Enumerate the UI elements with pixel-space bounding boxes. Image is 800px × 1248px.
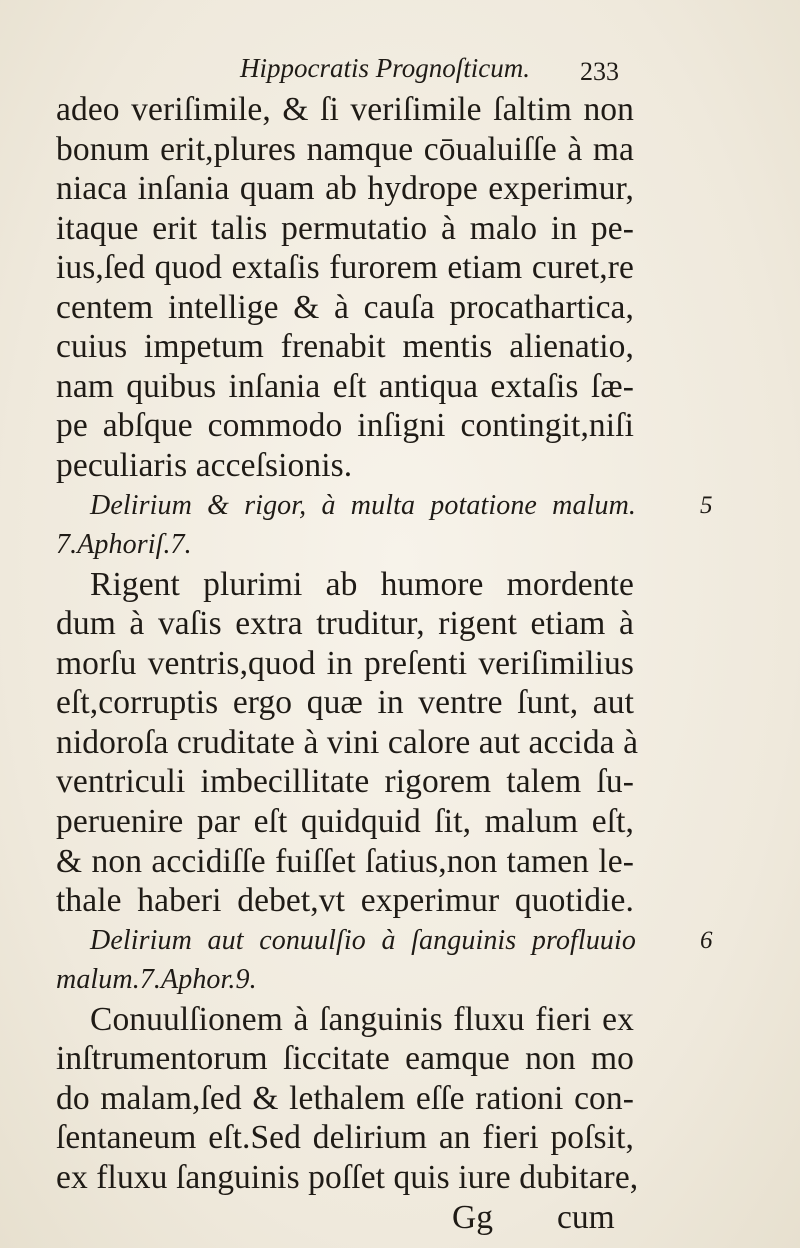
text-line: thale haberi debet,vt experimur quotidie.: [56, 882, 634, 919]
text-line: Conuulſionem à ſanguinis fluxu fieri ex: [90, 1001, 634, 1038]
aphorism-heading: Delirium & rigor, à multa potatione malum.: [90, 490, 636, 521]
text-line: niaca inſania quam ab hydrope experimur,: [56, 170, 634, 207]
text-line: inſtrumentorum ſiccitate eamque non mo: [56, 1040, 634, 1077]
text-line: centem intellige & à cauſa procathartica,: [56, 289, 634, 326]
text-line: bonum erit,plures namque cōualuiſſe à ma: [56, 131, 634, 168]
running-header-title: Hippocratis Prognoſticum.: [240, 53, 530, 83]
catchword-text: cum: [556, 1199, 615, 1236]
text-line: cuius impetum frenabit mentis alienatio,: [56, 328, 634, 365]
catchword: [452, 1198, 615, 1238]
aphorism-heading: Delirium aut conuulſio à ſanguinis profluuio: [90, 925, 636, 956]
text-line: eſt,corruptis ergo quæ in ventre ſunt, aut: [56, 684, 634, 721]
text-line: dum à vaſis extra truditur, rigent etiam à: [56, 605, 634, 642]
text-line: itaque erit talis permutatio à malo in pe-: [56, 210, 634, 247]
text-line: nidoroſa cruditate à vini calore aut accida à: [56, 724, 639, 761]
text-line: ſentaneum eſt.Sed delirium an fieri poſsit,: [56, 1119, 634, 1156]
text-line: ex fluxu ſanguinis poſſet quis iure dubitare,: [56, 1159, 639, 1196]
page-number: 233: [580, 57, 619, 86]
text-line: nam quibus inſania eſt antiqua extaſis ſæ-: [56, 368, 634, 405]
signature-mark: Gg: [452, 1199, 493, 1236]
text-line: ventriculi imbecillitate rigorem talem ſu-: [56, 763, 634, 800]
text-line: ius,ſed quod extaſis furorem etiam curet,re: [56, 249, 634, 286]
text-line: peruenire par eſt quidquid ſit, malum eſt,: [56, 803, 634, 840]
margin-number: 5: [700, 492, 713, 519]
text-line: do malam,ſed & lethalem eſſe rationi con-: [56, 1080, 634, 1117]
text-line: & non accidiſſe fuiſſet ſatius,non tamen le-: [56, 843, 634, 880]
margin-number: 6: [700, 927, 713, 954]
text-line: morſu ventris,quod in preſenti veriſimilius: [56, 645, 634, 682]
aphorism-reference: malum.7.Aphor.9.: [56, 964, 257, 995]
aphorism-reference: 7.Aphoriſ.7.: [56, 529, 192, 560]
text-line: adeo veriſimile, & ſi veriſimile ſaltim non: [56, 91, 634, 128]
text-line: pe abſque commodo inſigni contingit,niſi: [56, 407, 634, 444]
text-line: peculiaris acceſsionis.: [56, 447, 353, 484]
text-line: Rigent plurimi ab humore mordente: [90, 566, 634, 603]
